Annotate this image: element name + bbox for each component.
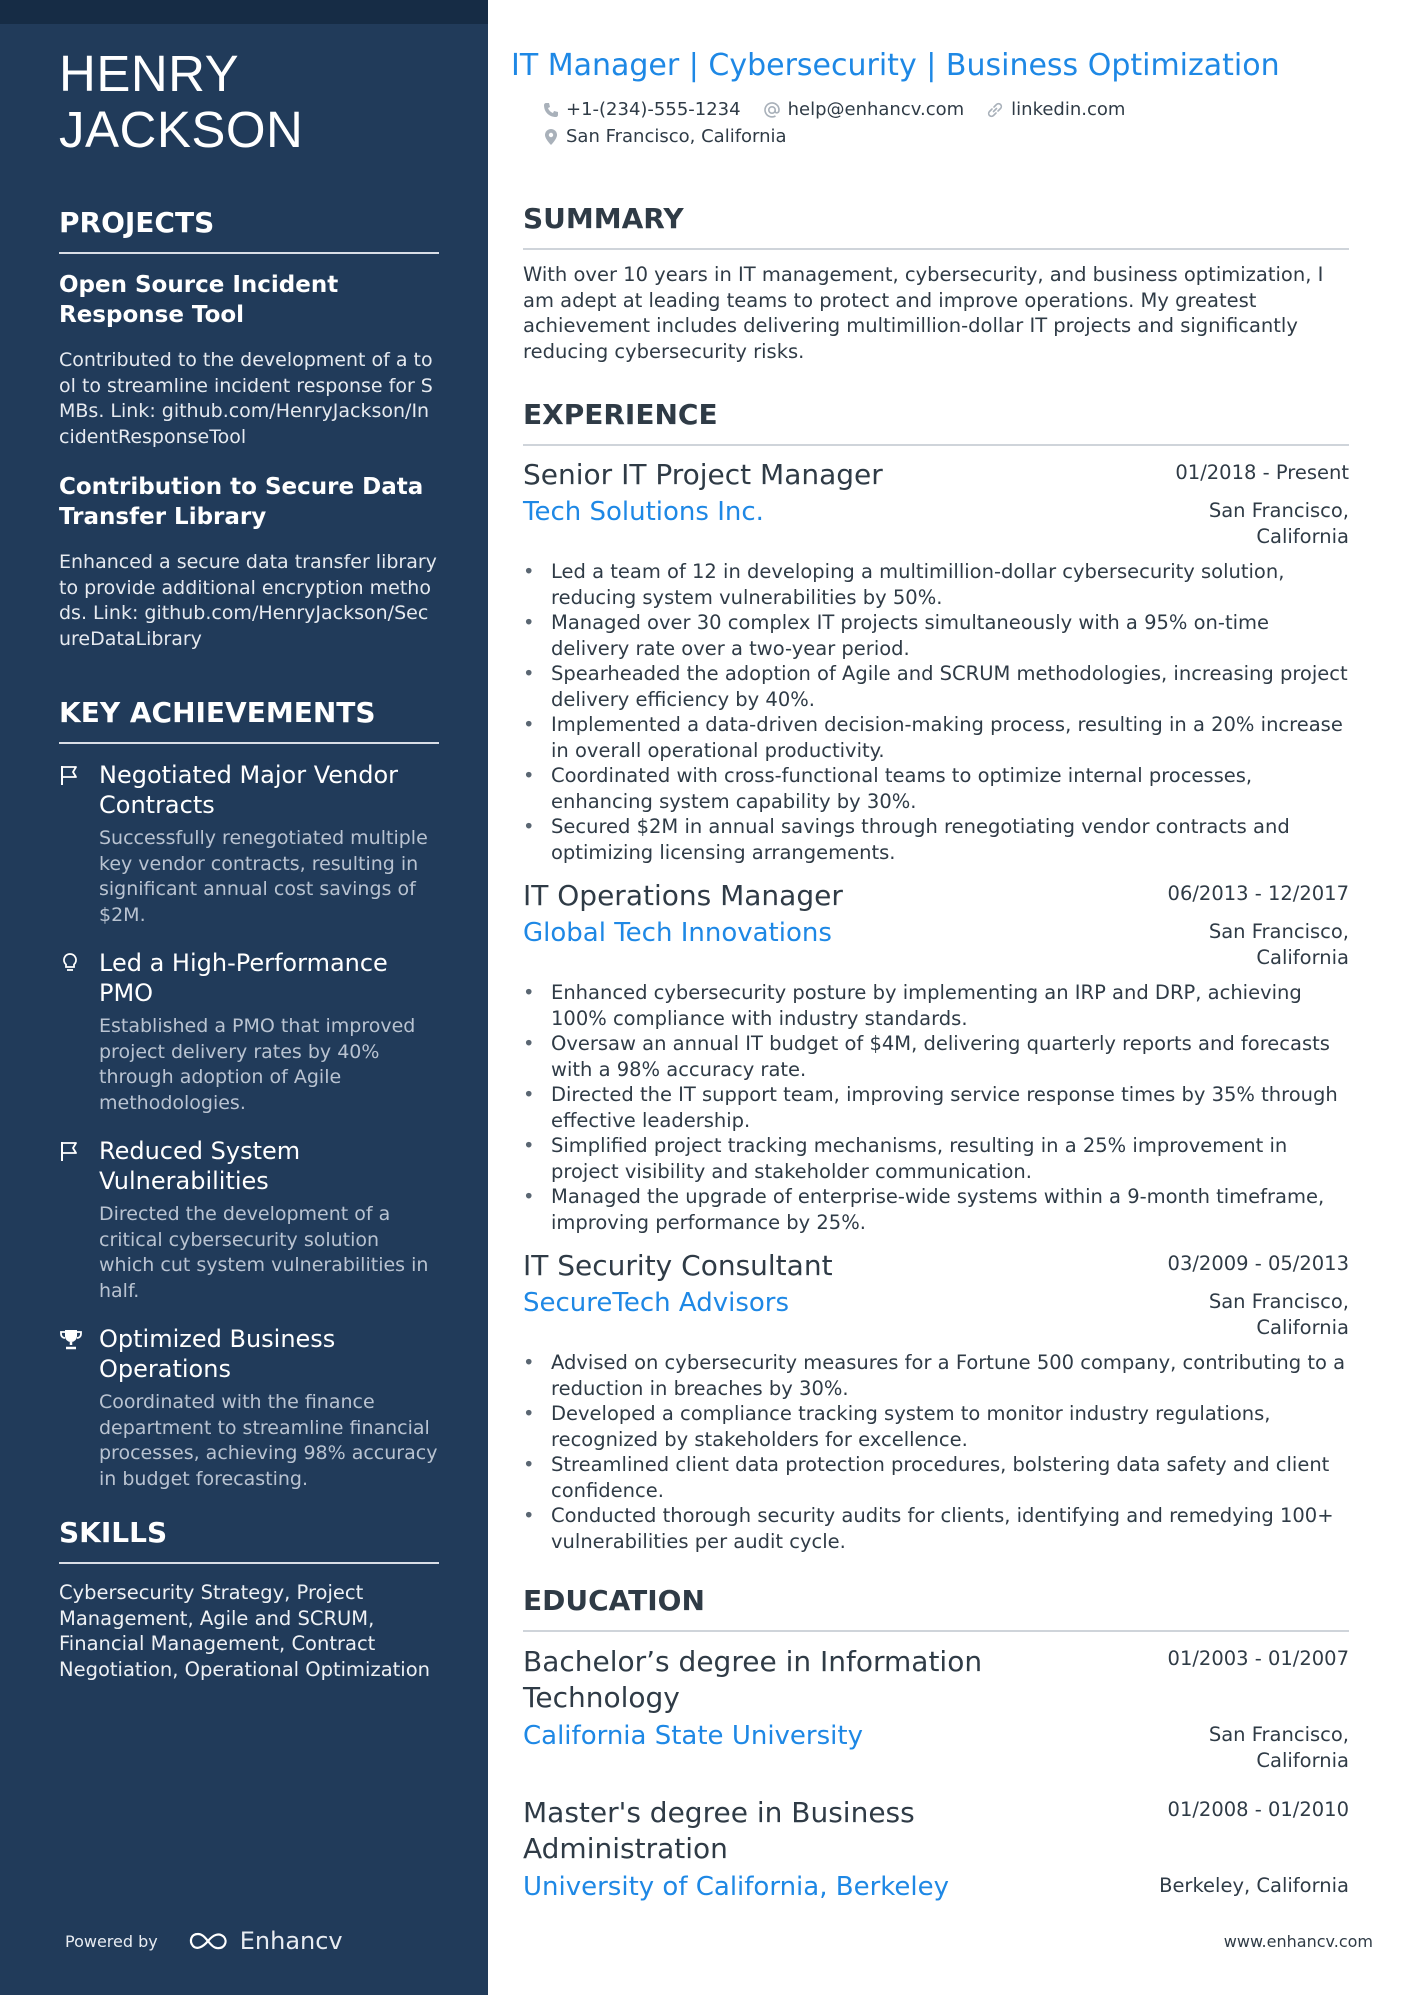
phone-icon	[543, 102, 559, 118]
trophy-icon	[59, 1324, 99, 1492]
achievement-title: Optimized Business Operations	[99, 1325, 336, 1383]
projects-section	[59, 206, 439, 652]
list-item: • Coordinated with cross-functional teams to optimize internal processes, enhancing system capability by 30%.	[523, 763, 1349, 814]
job-title: Senior IT Project Manager	[523, 458, 883, 491]
list-item: • Implemented a data-driven decision-making process, resulting in a 20% increase in overall operational productivity.	[523, 712, 1349, 763]
achievement-title: Reduced System Vulnerabilities	[99, 1137, 301, 1195]
headline: IT Manager | Cybersecurity | Business Optimization	[511, 48, 1280, 83]
candidate-name: HENRY JACKSON	[59, 45, 304, 158]
achievement-item	[59, 948, 439, 1116]
enhancv-logo-icon	[186, 1930, 230, 1952]
achievements-heading: KEY ACHIEVEMENTS	[59, 696, 439, 744]
list-item: • Enhanced cybersecurity posture by implementing an IRP and DRP, achieving 100% compliance with industry standards.	[523, 980, 1349, 1031]
project-description: Contributed to the development of a tool to streamline incident response for SMBs. Link: github.com/HenryJackson/IncidentResponseTool	[59, 349, 433, 448]
achievement-description: Successfully renegotiated multiple key vendor contracts, resulting in significant annual cost savings of $2M.	[99, 827, 428, 926]
summary-section	[523, 202, 1349, 364]
list-item: • Directed the IT support team, improving service response times by 35% through effective leadership.	[523, 1082, 1349, 1133]
list-item: • Streamlined client data protection procedures, bolstering data safety and client confidence.	[523, 1452, 1349, 1503]
list-item: • Developed a compliance tracking system to monitor industry regulations, recognized by stakeholders for excellence.	[523, 1401, 1349, 1452]
linkedin-contact[interactable]	[986, 99, 1125, 120]
powered-by-label: Powered by	[65, 1931, 158, 1951]
job-bullets	[523, 1350, 1349, 1554]
degree-title: Master's degree in Business Administration	[523, 1796, 915, 1865]
job-entry	[523, 458, 1349, 865]
skills-section	[59, 1516, 439, 1682]
job-dates: 01/2018 - Present	[1175, 461, 1349, 484]
email-contact[interactable]	[763, 99, 965, 120]
education-dates: 01/2008 - 01/2010	[1167, 1798, 1349, 1821]
list-item: • Managed the upgrade of enterprise-wide systems within a 9-month timeframe, improving performance by 25%.	[523, 1184, 1349, 1235]
linkedin-text: linkedin.com	[1011, 99, 1126, 120]
job-location: San Francisco, California	[1208, 920, 1349, 969]
school-location: Berkeley, California	[1159, 1874, 1349, 1897]
location-pin-icon	[543, 128, 559, 146]
achievement-description: Directed the development of a critical cybersecurity solution which cut system vulnerabilities in half.	[99, 1203, 429, 1302]
achievement-title: Led a High-Performance PMO	[99, 949, 388, 1007]
list-item: • Advised on cybersecurity measures for a Fortune 500 company, contributing to a reduction in breaches by 30%.	[523, 1350, 1349, 1401]
main-content	[488, 0, 1410, 1995]
job-bullets	[523, 980, 1349, 1235]
achievement-item	[59, 760, 439, 928]
project-item	[59, 472, 439, 652]
flag-icon	[59, 760, 99, 928]
list-item: • Secured $2M in annual savings through renegotiating vendor contracts and optimizing licensing arrangements.	[523, 814, 1349, 865]
project-title: Open Source Incident Response Tool	[59, 272, 339, 328]
achievements-section	[59, 696, 439, 1492]
phone-text: +1-(234)-555-1234	[566, 99, 741, 120]
job-dates: 03/2009 - 05/2013	[1167, 1252, 1349, 1275]
education-entry	[523, 1644, 1349, 1773]
experience-section	[523, 398, 1349, 1554]
skills-heading: SKILLS	[59, 1516, 439, 1564]
school-location: San Francisco, California	[1208, 1723, 1349, 1772]
lightbulb-icon	[59, 948, 99, 1116]
company-name: SecureTech Advisors	[523, 1288, 790, 1318]
sidebar	[0, 0, 488, 1995]
achievement-title: Negotiated Major Vendor Contracts	[99, 761, 399, 819]
summary-heading: SUMMARY	[523, 202, 1349, 250]
job-dates: 06/2013 - 12/2017	[1167, 882, 1349, 905]
list-item: • Managed over 30 complex IT projects simultaneously with a 95% on-time delivery rate over a two-year period.	[523, 610, 1349, 661]
list-item: • Oversaw an annual IT budget of $4M, delivering quarterly reports and forecasts with a 98% accuracy rate.	[523, 1031, 1349, 1082]
degree-title: Bachelor’s degree in Information Technology	[523, 1645, 983, 1714]
achievement-item	[59, 1324, 439, 1492]
enhancv-logo[interactable]	[186, 1927, 343, 1955]
achievement-description: Established a PMO that improved project delivery rates by 40% through adoption of Agile methodologies.	[99, 1015, 416, 1114]
job-bullets	[523, 559, 1349, 865]
project-item	[59, 270, 439, 450]
powered-by	[65, 1927, 343, 1955]
at-icon	[763, 101, 781, 119]
school-name: University of California, Berkeley	[523, 1872, 949, 1902]
skills-list: Cybersecurity Strategy, Project Management, Agile and SCRUM, Financial Management, Contract Negotiation, Operational Optimization	[59, 1581, 431, 1681]
location-text: San Francisco, California	[566, 126, 787, 147]
education-section	[523, 1584, 1349, 1903]
job-location: San Francisco, California	[1208, 499, 1349, 548]
projects-heading: PROJECTS	[59, 206, 439, 254]
website-link[interactable]: www.enhancv.com	[1223, 1932, 1373, 1951]
education-entry	[523, 1795, 1349, 1903]
school-name: California State University	[523, 1721, 863, 1751]
experience-heading: EXPERIENCE	[523, 398, 1349, 446]
list-item: • Conducted thorough security audits for clients, identifying and remedying 100+ vulnerabilities per audit cycle.	[523, 1503, 1349, 1554]
phone-contact[interactable]	[543, 99, 741, 120]
list-item: • Spearheaded the adoption of Agile and SCRUM methodologies, increasing project delivery efficiency by 40%.	[523, 661, 1349, 712]
company-name: Global Tech Innovations	[523, 918, 832, 948]
email-text: help@enhancv.com	[787, 99, 965, 120]
education-heading: EDUCATION	[523, 1584, 1349, 1632]
company-name: Tech Solutions Inc.	[523, 497, 764, 527]
project-title: Contribution to Secure Data Transfer Library	[59, 474, 424, 530]
achievement-description: Coordinated with the finance department to streamline financial processes, achieving 98% accuracy in budget forecasting.	[99, 1391, 438, 1490]
job-title: IT Operations Manager	[523, 879, 843, 912]
summary-text: With over 10 years in IT management, cybersecurity, and business optimization, I am adept at leading teams to protect and improve operations. My greatest achievement includes delivering multimillion-dollar IT projects and significantly reducing cybersecurity risks.	[523, 263, 1324, 363]
job-title: IT Security Consultant	[523, 1249, 833, 1282]
list-item: • Simplified project tracking mechanisms, resulting in a 25% improvement in project visibility and stakeholder communication.	[523, 1133, 1349, 1184]
job-entry	[523, 879, 1349, 1235]
job-location: San Francisco, California	[1208, 1290, 1349, 1339]
enhancv-brand-name: Enhancv	[239, 1927, 343, 1955]
job-entry	[523, 1249, 1349, 1554]
link-icon	[986, 101, 1004, 119]
achievement-item	[59, 1136, 439, 1304]
flag-icon	[59, 1136, 99, 1304]
list-item: • Led a team of 12 in developing a multimillion-dollar cybersecurity solution, reducing system vulnerabilities by 50%.	[523, 559, 1349, 610]
contact-info	[543, 96, 1349, 150]
location-contact	[543, 126, 787, 147]
project-description: Enhanced a secure data transfer library to provide additional encryption methods. Link: github.com/HenryJackson/SecureDataLibrary	[59, 551, 437, 650]
education-dates: 01/2003 - 01/2007	[1167, 1647, 1349, 1670]
